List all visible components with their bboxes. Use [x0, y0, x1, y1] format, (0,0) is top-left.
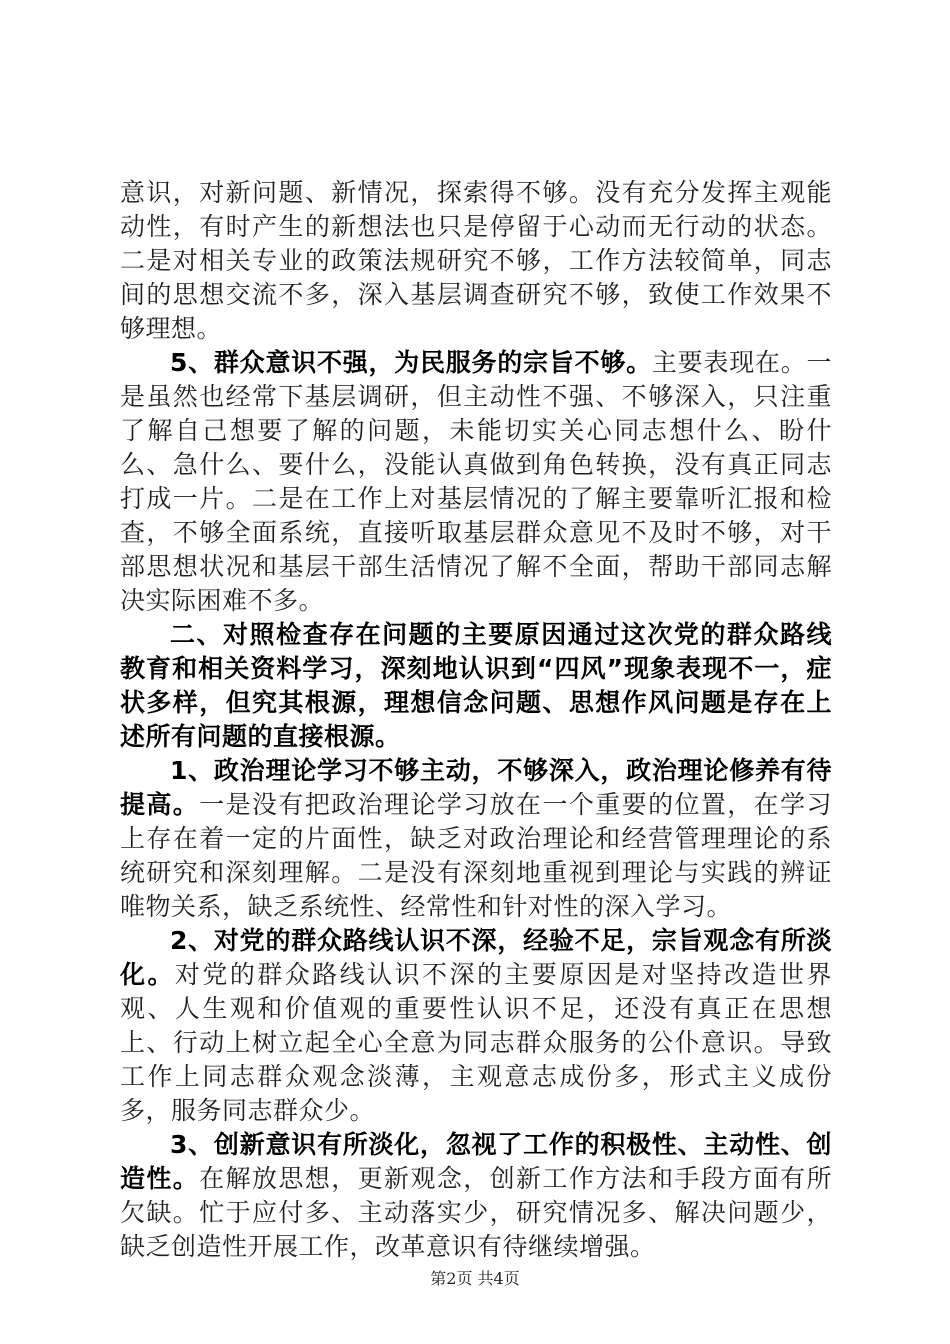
paragraph-text: 意识，对新问题、新情况，探索得不够。没有充分发挥主观能动性，有时产生的新想法也只是停留于心动而无行动的状态。二是对相关专业的政策法规研究不够，工作方法较简单，同志间的思想交流不多，深入基层调查研究不够，致使工作效果不够理想。 — [120, 178, 832, 343]
paragraph — [120, 176, 832, 346]
document-body — [120, 176, 832, 1264]
paragraph — [120, 346, 832, 618]
paragraph-text: 一是没有把政治理论学习放在一个重要的位置，在学习上存在着一定的片面性，缺乏对政治理论和经营管理理论的系统研究和深刻理解。二是没有深刻地重视到理论与实践的辨证唯物关系，缺乏系统性、经常性和针对性的深入学习。 — [120, 790, 832, 921]
paragraph-text: 对党的群众路线认识不深的主要原因是对坚持改造世界观、人生观和价值观的重要性认识不足，还没有真正在思想上、行动上树立起全心全意为同志群众服务的公仆意识。导致工作上同志群众观念淡薄，主观意志成份多，形式主义成份多，服务同志群众少。 — [120, 960, 832, 1125]
paragraph-heading: 5、群众意识不强，为民服务的宗旨不够。 — [170, 348, 652, 377]
paragraph — [120, 924, 832, 1128]
paragraph-heading: 3、创新意识有所淡化，忽视了工作的积极性、主动性、创造性。 — [120, 1130, 832, 1193]
paragraph-heading: 1、政治理论学习不够主动，不够深入，政治理论修养有待提高。 — [120, 756, 832, 819]
paragraph — [120, 1128, 832, 1264]
paragraph-text: 主要表现在。一是虽然也经常下基层调研，但主动性不强、不够深入，只注重了解自己想要了解的问题，未能切实关心同志想什么、盼什么、急什么、要什么，没能认真做到角色转换，没有真正同志打成一片。二是在工作上对基层情况的了解主要靠听汇报和检查，不够全面系统，直接听取基层群众意见不及时不够，对干部思想状况和基层干部生活情况了解不全面，帮助干部同志解决实际困难不多。 — [120, 348, 832, 615]
paragraph — [120, 754, 832, 924]
paragraph — [120, 618, 832, 754]
paragraph-heading: 2、对党的群众路线认识不深，经验不足，宗旨观念有所淡化。 — [120, 926, 832, 989]
paragraph-text: 在解放思想，更新观念，创新工作方法和手段方面有所欠缺。忙于应付多、主动落实少，研究情况多、解决问题少，缺乏创造性开展工作，改革意识有待继续增强。 — [120, 1164, 832, 1261]
section-heading: 二、对照检查存在问题的主要原因通过这次党的群众路线教育和相关资料学习，深刻地认识到“四风”现象表现不一，症状多样，但究其根源，理想信念问题、思想作风问题是存在上述所有问题的直接根源。 — [120, 620, 832, 751]
page-number-footer: 第2页 共4页 — [430, 1269, 520, 1288]
